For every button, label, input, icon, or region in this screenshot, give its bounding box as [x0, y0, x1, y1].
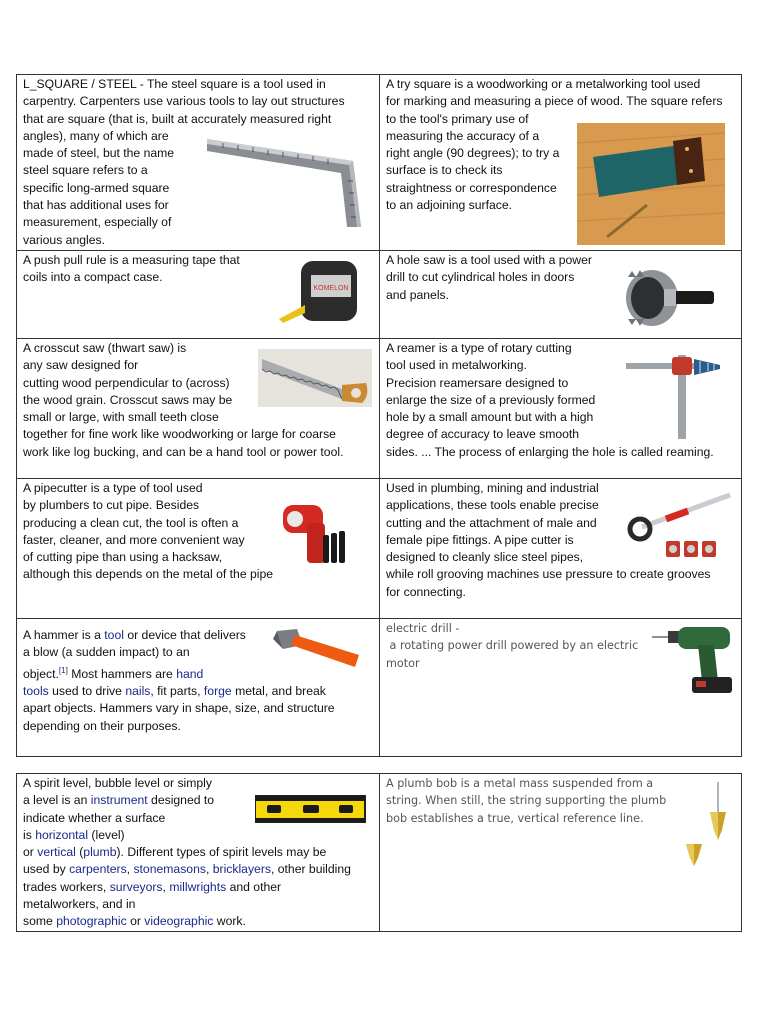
push-pull-rule-text: A push pull rule is a measuring tape that coils into a compact case.: [23, 253, 240, 285]
link-nails[interactable]: nails: [125, 683, 151, 698]
spirit-level-text: A spirit level, bubble level or simply a level is an instrument designed to indicate whether a surface is horizontal (level) or vertical (plumb). Different types of spirit levels may be used by carpenters, stonemasons, bricklayers, other building trades workers, surveyors, millwrights and other metalworkers, and in some photographic or videographic work.: [23, 776, 351, 929]
cell-reamer: [380, 339, 742, 479]
plumb-bob-text: A plumb bob is a metal mass suspended from a string. When still, the string supporting the plumb bob establishes a true, vertical reference line.: [386, 777, 667, 825]
link-photographic[interactable]: photographic: [56, 914, 127, 929]
link-horizontal[interactable]: horizontal: [35, 827, 89, 842]
steel-square-text: L_SQUARE / STEEL - The steel square is a tool used in carpentry. Carpenters use various tools to lay out structures that are square (that is, built at accurately measured right angles), many of which are made of steel, but the name steel square refers to a specific long-armed square that has additional uses for measurement, especially of various angles.: [23, 77, 345, 247]
table-row: [17, 774, 742, 932]
pipe-threader-text: Used in plumbing, mining and industrial applications, these tools enable precise cutting and the attachment of male and female pipe fittings. A pipe cutter is designed to cleanly slice steel pipes, while roll grooving machines use pressure to create grooves for connecting.: [386, 481, 711, 599]
link-plumb[interactable]: plumb: [83, 845, 117, 860]
cell-try-square: [380, 75, 742, 251]
cell-spirit-level: [17, 774, 380, 932]
table-row: [17, 339, 742, 479]
link-surveyors[interactable]: surveyors: [109, 879, 163, 894]
tools-table-main: [16, 74, 742, 757]
electric-drill-title: electric drill -: [386, 622, 460, 635]
footnote-link[interactable]: [1]: [58, 665, 68, 675]
link-tools[interactable]: tools: [23, 683, 49, 698]
cell-crosscut-saw: [17, 339, 380, 479]
link-carpenters[interactable]: carpenters: [69, 862, 127, 877]
cell-plumb-bob: [380, 774, 742, 932]
hammer-text: A hammer is a tool or device that delivers a blow (a sudden impact) to an object.[1] Most hammers are hand tools used to drive nails, fit parts, forge metal, and break apart objects. Hammers vary in shape, size, and structure depending on their purposes.: [23, 628, 335, 733]
cell-steel-square: [17, 75, 380, 251]
link-vertical[interactable]: vertical: [37, 845, 76, 860]
reamer-text: A reamer is a type of rotary cutting tool used in metalworking. Precision reamersare designed to enlarge the size of a previously formed hole by a small amount but with a high degree of accuracy to leave smooth sides. ... The process of enlarging the hole is called reaming.: [386, 341, 714, 459]
tape-brand-label: KOMELON: [313, 285, 349, 292]
link-bricklayers[interactable]: bricklayers: [212, 862, 271, 877]
cell-pipecutter: [17, 479, 380, 619]
hole-saw-text: A hole saw is a tool used with a power drill to cut cylindrical holes in doors and panels.: [386, 253, 592, 302]
cell-pipe-threader: [380, 479, 742, 619]
link-instrument[interactable]: instrument: [90, 793, 148, 808]
table-row: [17, 251, 742, 339]
link-hand[interactable]: hand: [176, 666, 204, 681]
table-row: [17, 75, 742, 251]
cell-push-pull-rule: [17, 251, 380, 339]
link-tool[interactable]: tool: [104, 628, 124, 642]
link-videographic[interactable]: videographic: [144, 914, 214, 929]
cell-hole-saw: [380, 251, 742, 339]
try-square-text: A try square is a woodworking or a metalworking tool used for marking and measuring a piece of wood. The square refers to the tool's primary use of measuring the accuracy of a right angle (90 degrees); to try a surface is to check its straightness or correspondence to an adjoining surface.: [386, 77, 723, 213]
table-row: [17, 619, 742, 757]
link-stonemasons[interactable]: stonemasons: [133, 862, 206, 877]
tools-table-secondary: [16, 773, 742, 932]
electric-drill-text: electric drill - a rotating power drill powered by an electric motor: [380, 619, 741, 672]
cell-electric-drill: [380, 619, 742, 757]
crosscut-saw-text: A crosscut saw (thwart saw) is any saw designed for cutting wood perpendicular to (across) the wood grain. Crosscut saws may be small or large, with small teeth close together for fine work like woodworking or large for coarse work like log bucking, and can be a hand tool or power tool.: [23, 341, 344, 459]
cell-hammer: [17, 619, 380, 757]
link-forge[interactable]: forge: [203, 683, 232, 698]
pipecutter-text: A pipecutter is a type of tool used by plumbers to cut pipe. Besides producing a clean cut, the tool is often a faster, cleaner, and more convenient way of cutting pipe than using a hacksaw, although this depends on the metal of the pipe: [23, 481, 274, 582]
table-row: [17, 479, 742, 619]
link-millwrights[interactable]: millwrights: [169, 879, 227, 894]
